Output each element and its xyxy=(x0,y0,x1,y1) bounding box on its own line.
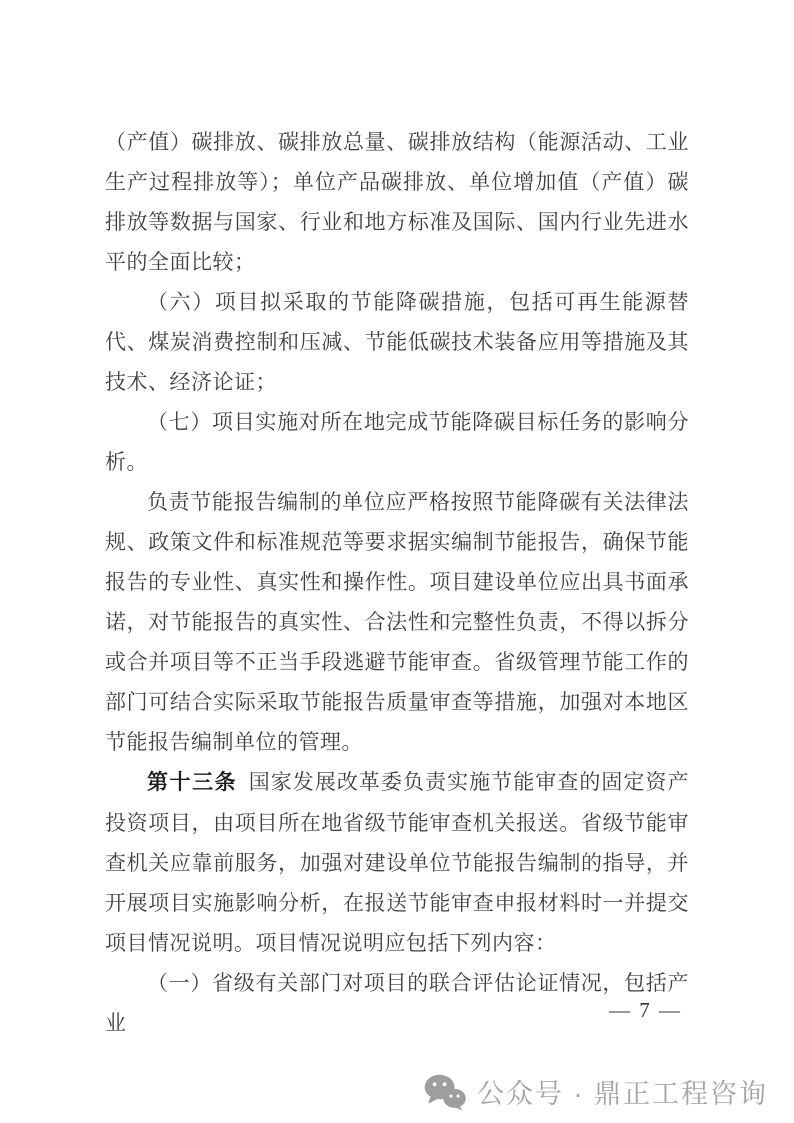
document-body xyxy=(105,122,689,1043)
paragraph: （一）省级有关部门对项目的联合评估论证情况，包括产业 xyxy=(105,971,689,1035)
paragraph: （产值）碳排放、碳排放总量、碳排放结构（能源活动、工业生产过程排放等）；单位产品碳排放、单位增加值（产值）碳排放等数据与国家、行业和地方标准及国际、国内行业先进水平的全面比较； xyxy=(105,130,689,274)
paragraph: （六）项目拟采取的节能降碳措施，包括可再生能源替代、煤炭消费控制和压减、节能低碳技术装备应用等措施及其技术、经济论证； xyxy=(105,290,689,394)
paragraph: （七）项目实施对所在地完成节能降碳目标任务的影响分析。 xyxy=(105,410,689,474)
wechat-icon xyxy=(423,1073,467,1111)
paragraph: 第十三条 国家发展改革委负责实施节能审查的固定资产投资项目，由项目所在地省级节能审查机关报送。省级节能审查机关应靠前服务，加强对建设单位节能报告编制的指导，并开展项目实施影响分析，在报送节能审查申报材料时一并提交项目情况说明。项目情况说明应包括下列内容： xyxy=(105,770,690,955)
page-number: — 7 — xyxy=(609,998,682,1022)
watermark-text: 公众号 · 鼎正工程咨询 xyxy=(477,1079,768,1109)
article-number: 第十三条 xyxy=(147,771,238,794)
paragraph: 负责节能报告编制的单位应严格按照节能降碳有关法律法规、政策文件和标准规范等要求据实编制节能报告，确保节能报告的专业性、真实性和操作性。项目建设单位应出具书面承诺，对节能报告的真实性、合法性和完整性负责，不得以拆分或合并项目等不正当手段逃避节能审查。省级管理节能工作的部门可结合实际采取节能报告质量审查等措施，加强对本地区节能报告编制单位的管理。 xyxy=(105,490,689,754)
watermark xyxy=(423,1072,768,1111)
